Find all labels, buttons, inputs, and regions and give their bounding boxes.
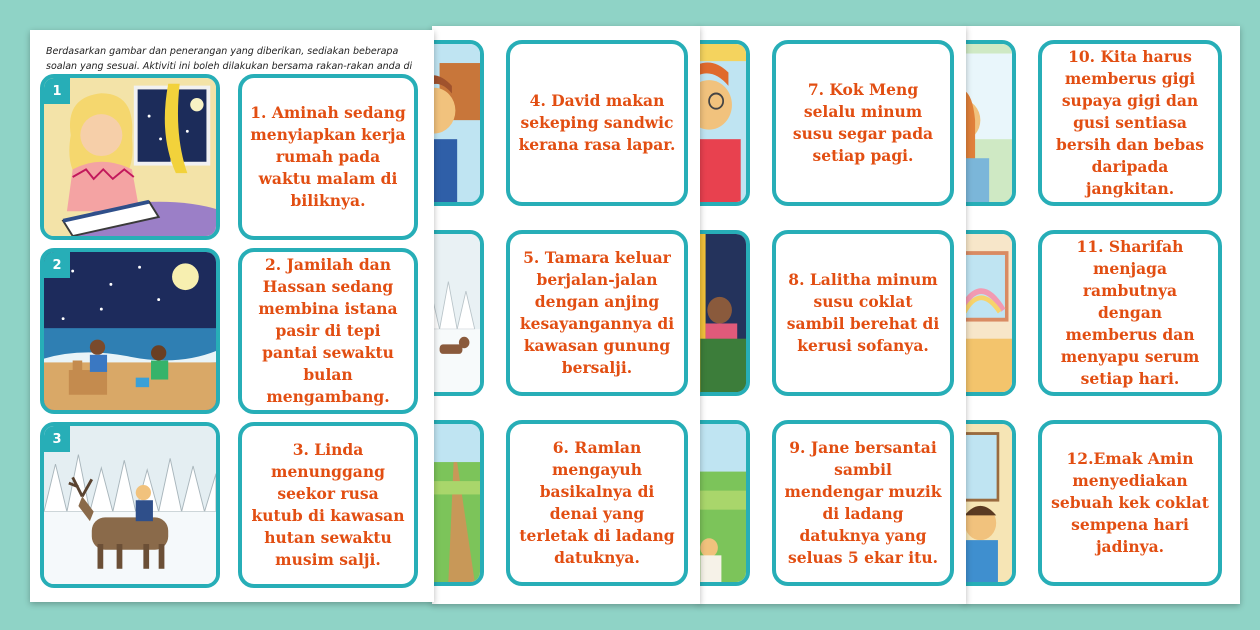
picture-birthday-cake bbox=[964, 420, 1016, 586]
picture-walking-dog-snow bbox=[432, 230, 484, 396]
picture-number-2: 2 bbox=[44, 252, 70, 278]
picture-cycling-trail bbox=[432, 420, 484, 586]
picture-drinking-milk bbox=[698, 40, 750, 206]
worksheet-page-3 bbox=[698, 26, 966, 604]
picture-reindeer-forest bbox=[40, 422, 220, 588]
caption-card-12: 12.Emak Amin menyediakan sebuah kek coklat sempena hari jadinya. bbox=[1038, 420, 1222, 586]
caption-card-5: 5. Tamara keluar berjalan-jalan dengan anjing kesayangannya di kawasan gunung bersalji. bbox=[506, 230, 688, 396]
instruction-text: Berdasarkan gambar dan penerangan yang diberikan, sediakan beberapa soalan yang sesuai. Aktiviti ini boleh dilakukan bersama rakan-rakan anda di bbox=[46, 46, 413, 72]
picture-eating-sandwich bbox=[432, 40, 484, 206]
picture-brushing-teeth bbox=[964, 40, 1016, 206]
picture-sandcastle-beach bbox=[40, 248, 220, 414]
caption-card-9: 9. Jane bersantai sambil mendengar muzik di ladang datuknya yang seluas 5 ekar itu. bbox=[772, 420, 954, 586]
picture-homework-night bbox=[40, 74, 220, 240]
worksheet-page-1 bbox=[30, 30, 434, 602]
caption-card-3: 3. Linda menunggang seekor rusa kutub di kawasan hutan sewaktu musim salji. bbox=[238, 422, 418, 588]
caption-card-1: 1. Aminah sedang menyiapkan kerja rumah pada waktu malam di biliknya. bbox=[238, 74, 418, 240]
caption-card-2: 2. Jamilah dan Hassan sedang membina istana pasir di tepi pantai sewaktu bulan mengambang. bbox=[238, 248, 418, 414]
worksheet-page-2 bbox=[432, 26, 700, 604]
picture-hair-care bbox=[964, 230, 1016, 396]
caption-card-10: 10. Kita harus memberus gigi supaya gigi dan gusi sentiasa bersih dan bebas daripada jangkitan. bbox=[1038, 40, 1222, 206]
caption-card-8: 8. Lalitha minum susu coklat sambil berehat di kerusi sofanya. bbox=[772, 230, 954, 396]
caption-card-6: 6. Ramlan mengayuh basikalnya di denai yang terletak di ladang datuknya. bbox=[506, 420, 688, 586]
picture-farm-music bbox=[698, 420, 750, 586]
caption-card-11: 11. Sharifah menjaga rambutnya dengan memberus dan menyapu serum setiap hari. bbox=[1038, 230, 1222, 396]
picture-sofa-chocolate-milk bbox=[698, 230, 750, 396]
picture-number-1: 1 bbox=[44, 78, 70, 104]
caption-card-7: 7. Kok Meng selalu minum susu segar pada setiap pagi. bbox=[772, 40, 954, 206]
worksheet-page-4 bbox=[964, 26, 1240, 604]
picture-number-3: 3 bbox=[44, 426, 70, 452]
caption-card-4: 4. David makan sekeping sandwic kerana rasa lapar. bbox=[506, 40, 688, 206]
